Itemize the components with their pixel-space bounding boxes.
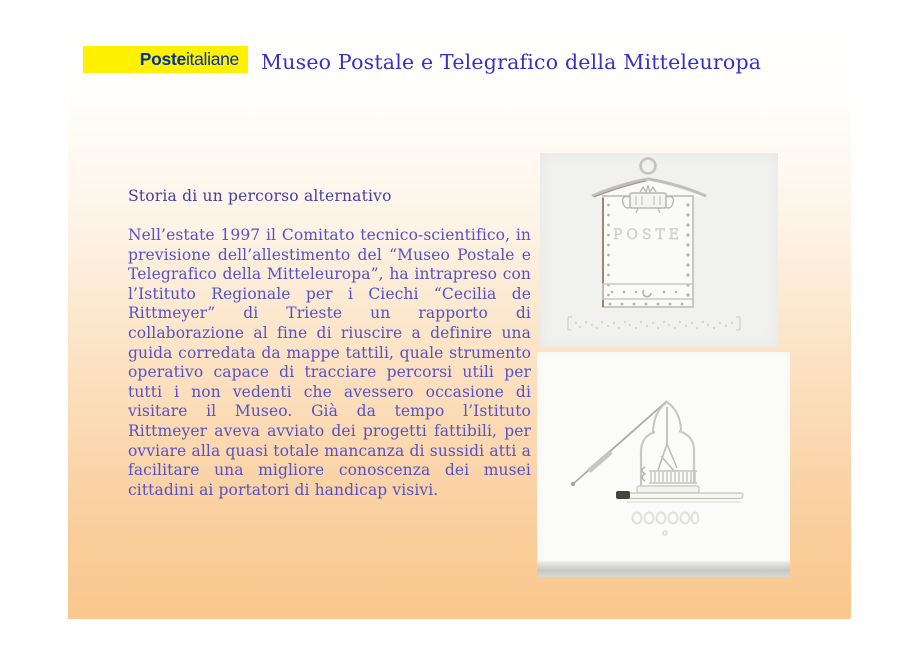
article-heading: Storia di un percorso alternativo <box>128 187 392 205</box>
embossed-caption <box>633 513 699 536</box>
article-paragraph: Nell’estate 1997 il Comitato tecnico-scientifico, in previsione dell’allestimento del “Museo Postale e Telegrafico della Mitteleuropa”, ha intrapreso con l’Istituto Regionale per i Ciechi “Cecilia de Rittmeyer” di Trieste un rapporto di collaborazione al fine di riuscire a definire una guida corredata da mappe tattili, quale strumento operativo capace di tracciare percorsi utili per tutti i non vedenti che avessero occasione di visitare il Museo. Già da tempo l’Istituto Rittmeyer aveva avviato dei progetti fattibili, per ovviare alla quasi totale mancanza di sussidi atti a facilitare una migliore conoscenza dei musei cittadini ai portatori di handicap visivi. <box>128 226 531 499</box>
tactile-mailbox-photo <box>540 153 778 347</box>
comb-rack <box>649 471 697 483</box>
telegraph-relief-graphic <box>537 352 790 577</box>
logo-text-italiane: italiane <box>185 49 239 69</box>
ring-icon <box>641 159 656 174</box>
poste-embossed-text: POSTE <box>612 227 684 243</box>
tactile-telegraph-photo <box>537 352 790 577</box>
article-text-column <box>128 187 531 500</box>
page-title: Museo Postale e Telegrafico della Mitteleuropa <box>261 50 762 74</box>
logo-text-poste: Poste <box>139 49 186 69</box>
knob <box>616 491 630 499</box>
poste-italiane-logo <box>83 46 248 73</box>
mailbox-relief-graphic <box>540 153 778 347</box>
